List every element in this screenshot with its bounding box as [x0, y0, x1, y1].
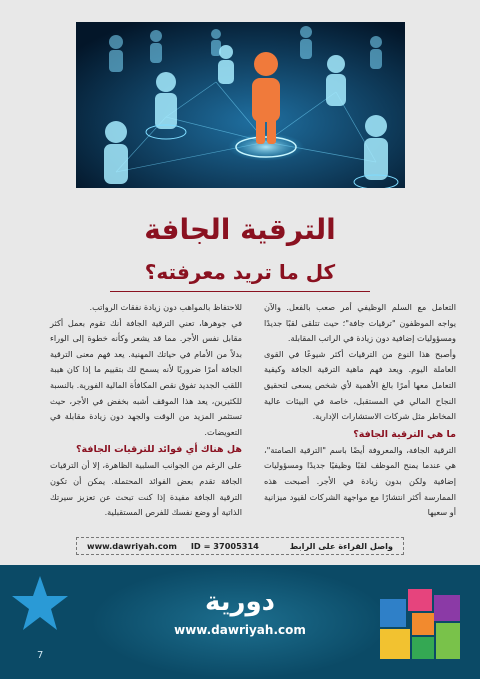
section-heading: هل هناك أي فوائد للترقيات الجافة؟: [76, 444, 242, 456]
article-subtitle: كل ما تريد معرفته؟: [144, 260, 336, 284]
reference-values: [87, 541, 259, 551]
dawriyah-logo-icon: [380, 589, 460, 659]
footer-url[interactable]: www.dawriyah.com: [174, 623, 306, 637]
paragraph: الترقية الجافة، والمعروفة أيضًا باسم "الترقية الصامتة"، هي عندما يمنح الموظف لقبًا وظيفيًا جديدًا ومسؤوليات إضافية ولكن بدون زيادة في الأجر. أصبحت هذه الممارسة أكثر انتشارًا مع مواجهة الشركات لقيود ميزانية أو سعيها: [264, 444, 456, 518]
reference-id: ID = 37005314: [190, 541, 259, 551]
paragraph: وأصبح هذا النوع من الترقيات أكثر شيوعًا في القوى العاملة اليوم. ويعد فهم ماهية الترقية الجافة وكيفية التعامل معها أمرًا بالغ الأهمية لأي شخص يسعى لتحقيق النجاح المالي في المستقبل، خاصة في البيئات عالية المخاطر مثل شركات الاستشارات الإدارية.: [264, 348, 456, 422]
people-network-image: [76, 22, 405, 188]
continue-reading-label: واصل القراءة على الرابط: [289, 541, 393, 551]
paragraph: للاحتفاظ بالمواهب دون زيادة نفقات الرواتب.: [89, 302, 242, 312]
page-number: 7: [37, 650, 44, 661]
reference-url[interactable]: www.dawriyah.com: [87, 541, 177, 551]
paragraph: على الرغم من الجوانب السلبية الظاهرة، إلا أن الترقيات الجافة تقدم بعض الفوائد المحتملة. يمكن أن تكون الترقية الجافة مفيدة إذا كنت تبحث عن تعزيز سيرتك الذاتية أو وضع نفسك للفرص المستقبلية.: [50, 460, 242, 518]
subtitle-underline: [110, 291, 370, 292]
text-column-right: [264, 300, 456, 521]
text-column-left: [50, 300, 242, 521]
continue-reading-box: [76, 537, 404, 555]
article-title: الترقية الجافة: [144, 213, 336, 246]
brand-name: دورية: [204, 587, 275, 617]
paragraph: في جوهرها، تعني الترقية الجافة أنك تقوم بعمل أكثر مقابل نفس الأجر. مما قد يشعر وكأنه خطوة إلى الوراء بدلاً من الأمام في حياتك المهنية. يعد فهم معنى الترقية الجافة أمرًا ضروريًا لأنه يسمح لك بتقييم ما إذا كان هيبة اللقب الجديد تفوق نقص المكافأة المالية الفورية. بالنسبة للكثيرين، يعد هذا الموقف أشبه بخفض في الأجر، حيث تستثمر المزيد من الوقت والجهد دون زيادة مقابلة في التعويضات.: [50, 317, 242, 437]
paragraph: التعامل مع السلم الوظيفي أمر صعب بالفعل. والآن يواجه الموظفون "ترقيات جافة"؛ حيث تتلقى لقبًا جديدًا ومسؤوليات إضافية دون زيادة في الراتب المقابلة.: [264, 302, 456, 344]
star-icon: [10, 574, 70, 634]
section-heading: ما هي الترقية الجافة؟: [353, 428, 456, 440]
